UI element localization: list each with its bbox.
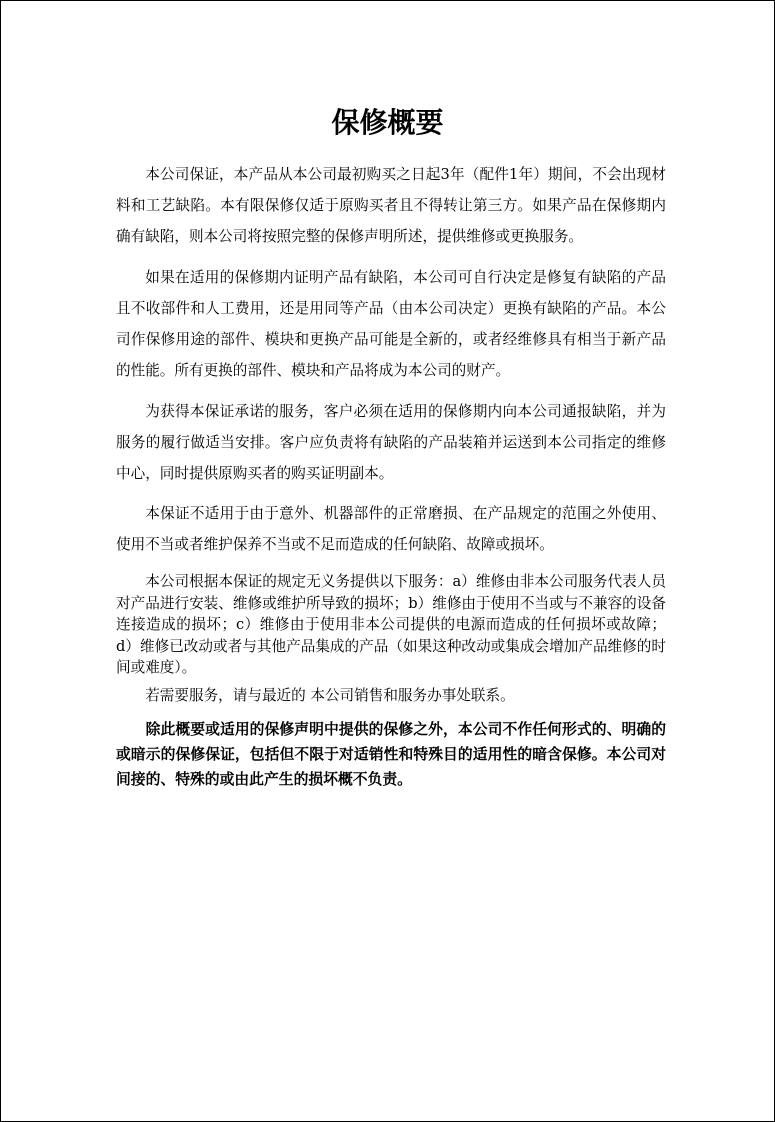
contact-service-paragraph: 若需要服务，请与最近的 本公司销售和服务办事处联系。 xyxy=(145,687,515,704)
disclaimer-paragraph: 除此概要或适用的保修声明中提供的保修之外，本公司不作任何形式的、明确的或暗示的保修保证，包括但不限于对适销性和特殊目的适用性的暗含保修。本公司对间接的、特殊的或由此产生的损坏概不负责。 xyxy=(116,721,666,788)
page-title: 保修概要 xyxy=(331,106,444,139)
warranty-coverage-paragraph: 本公司保证，本产品从本公司最初购买之日起3年（配件1年）期间，不会出现材料和工艺缺陷。本有限保修仅适于原购买者且不得转让第三方。如果产品在保修期内确有缺陷，则本公司将按照完整的保修声明所述，提供维修或更换服务。 xyxy=(116,166,666,245)
no-obligation-paragraph: 本公司根据本保证的规定无义务提供以下服务：a）维修由非本公司服务代表人员对产品进行安装、维修或维护所导致的损坏；b）维修由于使用不当或与不兼容的设备连接造成的损坏；c）维修由于使用非本公司提供的电源而造成的任何损坏或故障；d）维修已改动或者与其他产品集成的产品（如果这种改动或集成会增加产品维修的时间或难度）。 xyxy=(116,573,666,676)
repair-replacement-paragraph: 如果在适用的保修期内证明产品有缺陷，本公司可自行决定是修复有缺陷的产品且不收部件和人工费用，还是用同等产品（由本公司决定）更换有缺陷的产品。本公司作保修用途的部件、模块和更换产品可能是全新的，或者经维修具有相当于新产品的性能。所有更换的部件、模块和产品将成为本公司的财产。 xyxy=(116,269,666,379)
service-procedure-paragraph: 为获得本保证承诺的服务，客户必须在适用的保修期内向本公司通报缺陷，并为服务的履行做适当安排。客户应负责将有缺陷的产品装箱并运送到本公司指定的维修中心，同时提供原购买者的购买证明副本。 xyxy=(116,403,666,482)
exclusions-paragraph: 本保证不适用于由于意外、机器部件的正常磨损、在产品规定的范围之外使用、使用不当或者维护保养不当或不足而造成的任何缺陷、故障或损坏。 xyxy=(116,505,666,553)
